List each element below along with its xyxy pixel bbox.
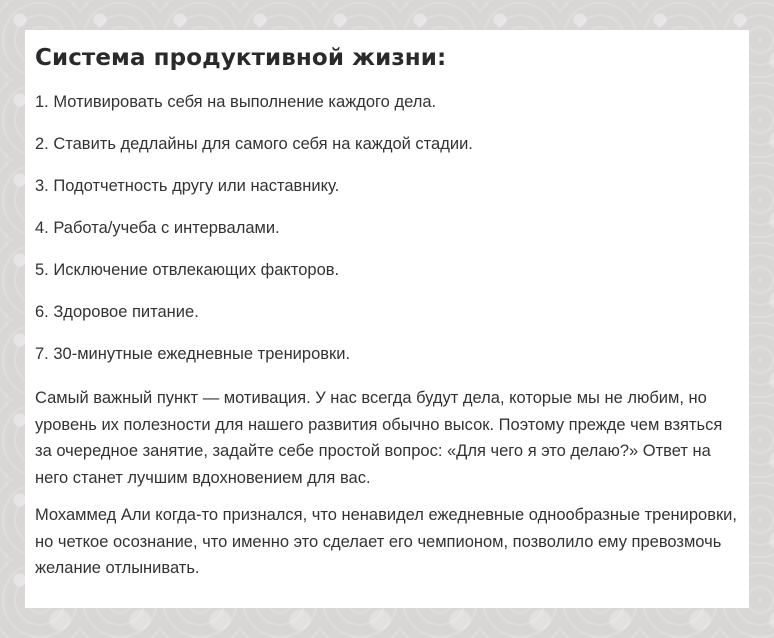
article-title: Система продуктивной жизни:: [35, 45, 447, 71]
productivity-list: [35, 91, 739, 365]
list-item: 2. Ставить дедлайны для самого себя на каждой стадии.: [35, 135, 473, 153]
muhammad-ali-paragraph: Мохаммед Али когда-то признался, что ненавидел ежедневные однообразные тренировки, но четкое осознание, что именно это сделает его чемпионом, позволило ему превозмочь желание отлынивать.: [35, 506, 737, 577]
list-item: 1. Мотивировать себя на выполнение каждого дела.: [35, 93, 437, 111]
list-item: 5. Исключение отвлекающих факторов.: [35, 261, 340, 279]
list-item: 4. Работа/учеба с интервалами.: [35, 219, 280, 237]
motivation-paragraph: Самый важный пункт — мотивация. У нас всегда будут дела, которые мы не любим, но уровень их полезности для нашего развития обычно высок. Поэтому прежде чем взяться за очередное занятие, задайте себе простой вопрос: «Для чего я это делаю?» Ответ на него станет лучшим вдохновением для вас.: [35, 389, 723, 487]
article-card: [25, 30, 749, 608]
list-item: 3. Подотчетность другу или наставнику.: [35, 177, 340, 195]
list-item: 6. Здоровое питание.: [35, 303, 199, 321]
list-item: 7. 30-минутные ежедневные тренировки.: [35, 345, 351, 363]
